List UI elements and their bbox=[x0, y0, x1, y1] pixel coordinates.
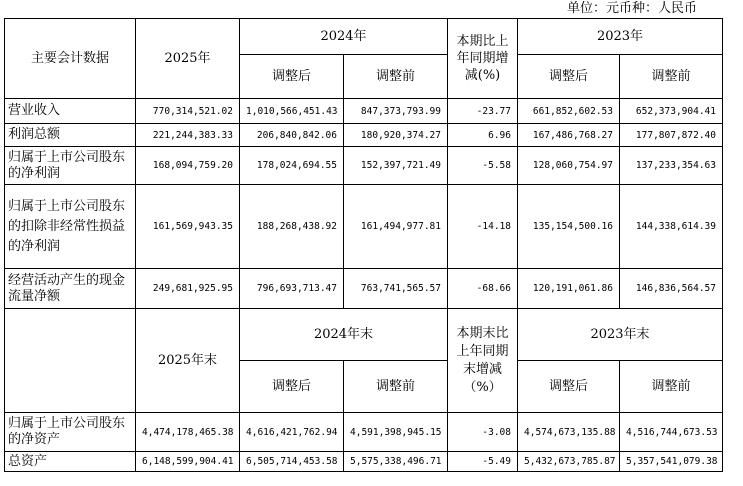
cell-2024-before: 763,741,565.57 bbox=[344, 269, 448, 309]
table-row bbox=[5, 452, 723, 472]
cell-2025: 168,094,759.20 bbox=[136, 147, 240, 185]
table-row bbox=[5, 413, 723, 452]
cell-2023-before: 146,836,564.57 bbox=[620, 269, 723, 309]
cell-2024-after: 6,505,714,453.58 bbox=[240, 452, 344, 472]
cell-2025: 221,244,383.33 bbox=[136, 124, 240, 147]
cell-change: -23.77 bbox=[448, 99, 518, 124]
cell-2023-after: 135,154,500.16 bbox=[518, 185, 620, 269]
cell-2024-after: 1,010,566,451.43 bbox=[240, 99, 344, 124]
cell-2023-before: 144,338,614.39 bbox=[620, 185, 723, 269]
cell-2023-after: 5,432,673,785.87 bbox=[518, 452, 620, 472]
table-row bbox=[5, 124, 723, 147]
cell-2024-before: 5,575,338,496.71 bbox=[344, 452, 448, 472]
header-year-2025-end: 2025年末 bbox=[136, 309, 240, 413]
row-label: 营业收入 bbox=[5, 99, 136, 124]
table-row bbox=[5, 185, 723, 269]
cell-2023-after: 4,574,673,135.88 bbox=[518, 413, 620, 452]
cell-2024-after: 4,616,421,762.94 bbox=[240, 413, 344, 452]
header-year-2024-end: 2024年末 bbox=[240, 309, 448, 361]
cell-2024-after: 188,268,438.92 bbox=[240, 185, 344, 269]
row-label: 归属于上市公司股东的净资产 bbox=[5, 413, 136, 452]
cell-2025: 770,314,521.02 bbox=[136, 99, 240, 124]
cell-change: -5.49 bbox=[448, 452, 518, 472]
header-2023-end-adjusted-after: 调整后 bbox=[518, 361, 620, 413]
cell-change: -3.08 bbox=[448, 413, 518, 452]
cell-2023-after: 167,486,768.27 bbox=[518, 124, 620, 147]
unit-currency-note: 单位：元币种：人民币 bbox=[566, 1, 697, 16]
header-year-2024: 2024年 bbox=[240, 19, 448, 55]
cell-2024-after: 796,693,713.47 bbox=[240, 269, 344, 309]
cell-2024-after: 206,840,842.06 bbox=[240, 124, 344, 147]
cell-2025: 249,681,925.95 bbox=[136, 269, 240, 309]
cell-change: -5.58 bbox=[448, 147, 518, 185]
header-row-years bbox=[5, 19, 723, 55]
row-label: 归属于上市公司股东的扣除非经常性损益的净利润 bbox=[5, 185, 136, 269]
header-year-2023-end: 2023年末 bbox=[518, 309, 723, 361]
cell-change: -14.18 bbox=[448, 185, 518, 269]
row-label: 利润总额 bbox=[5, 124, 136, 147]
cell-change: -68.66 bbox=[448, 269, 518, 309]
header-2024-adjusted-before: 调整前 bbox=[344, 55, 448, 99]
header-2023-end-adjusted-before: 调整前 bbox=[620, 361, 723, 413]
header-2023-adjusted-after: 调整后 bbox=[518, 55, 620, 99]
cell-2023-after: 120,191,061.86 bbox=[518, 269, 620, 309]
cell-2023-after: 661,852,602.53 bbox=[518, 99, 620, 124]
header-2024-end-adjusted-after: 调整后 bbox=[240, 361, 344, 413]
header-year-2025: 2025年 bbox=[136, 19, 240, 99]
key-accounting-data-table bbox=[4, 18, 723, 472]
cell-2023-before: 4,516,744,673.53 bbox=[620, 413, 723, 452]
header-change-percent-end: 本期末比上年同期末增减（%） bbox=[448, 309, 518, 413]
cell-2025: 6,148,599,904.41 bbox=[136, 452, 240, 472]
table-row bbox=[5, 147, 723, 185]
table-row bbox=[5, 269, 723, 309]
row-label: 归属于上市公司股东的净利润 bbox=[5, 147, 136, 185]
header-indicator: 主要会计数据 bbox=[5, 19, 136, 99]
row-label: 经营活动产生的现金流量净额 bbox=[5, 269, 136, 309]
cell-2023-before: 652,373,904.41 bbox=[620, 99, 723, 124]
cell-2025: 4,474,178,465.38 bbox=[136, 413, 240, 452]
header-change-percent: 本期比上年同期增减(%) bbox=[448, 19, 518, 99]
cell-2024-before: 4,591,398,945.15 bbox=[344, 413, 448, 452]
cell-2023-before: 137,233,354.63 bbox=[620, 147, 723, 185]
cell-2024-after: 178,024,694.55 bbox=[240, 147, 344, 185]
header-row-years-end bbox=[5, 309, 723, 361]
cell-2023-before: 177,807,872.40 bbox=[620, 124, 723, 147]
header-year-2023: 2023年 bbox=[518, 19, 723, 55]
cell-2024-before: 180,920,374.27 bbox=[344, 124, 448, 147]
cell-2024-before: 847,373,793.99 bbox=[344, 99, 448, 124]
cell-2025: 161,569,943.35 bbox=[136, 185, 240, 269]
header-2024-end-adjusted-before: 调整前 bbox=[344, 361, 448, 413]
header-2024-adjusted-after: 调整后 bbox=[240, 55, 344, 99]
row-label: 总资产 bbox=[5, 452, 136, 472]
header-2023-adjusted-before: 调整前 bbox=[620, 55, 723, 99]
cell-2023-after: 128,060,754.97 bbox=[518, 147, 620, 185]
cell-2024-before: 152,397,721.49 bbox=[344, 147, 448, 185]
table-row bbox=[5, 99, 723, 124]
header-blank bbox=[5, 309, 136, 413]
cell-change: 6.96 bbox=[448, 124, 518, 147]
cell-2024-before: 161,494,977.81 bbox=[344, 185, 448, 269]
cell-2023-before: 5,357,541,079.38 bbox=[620, 452, 723, 472]
